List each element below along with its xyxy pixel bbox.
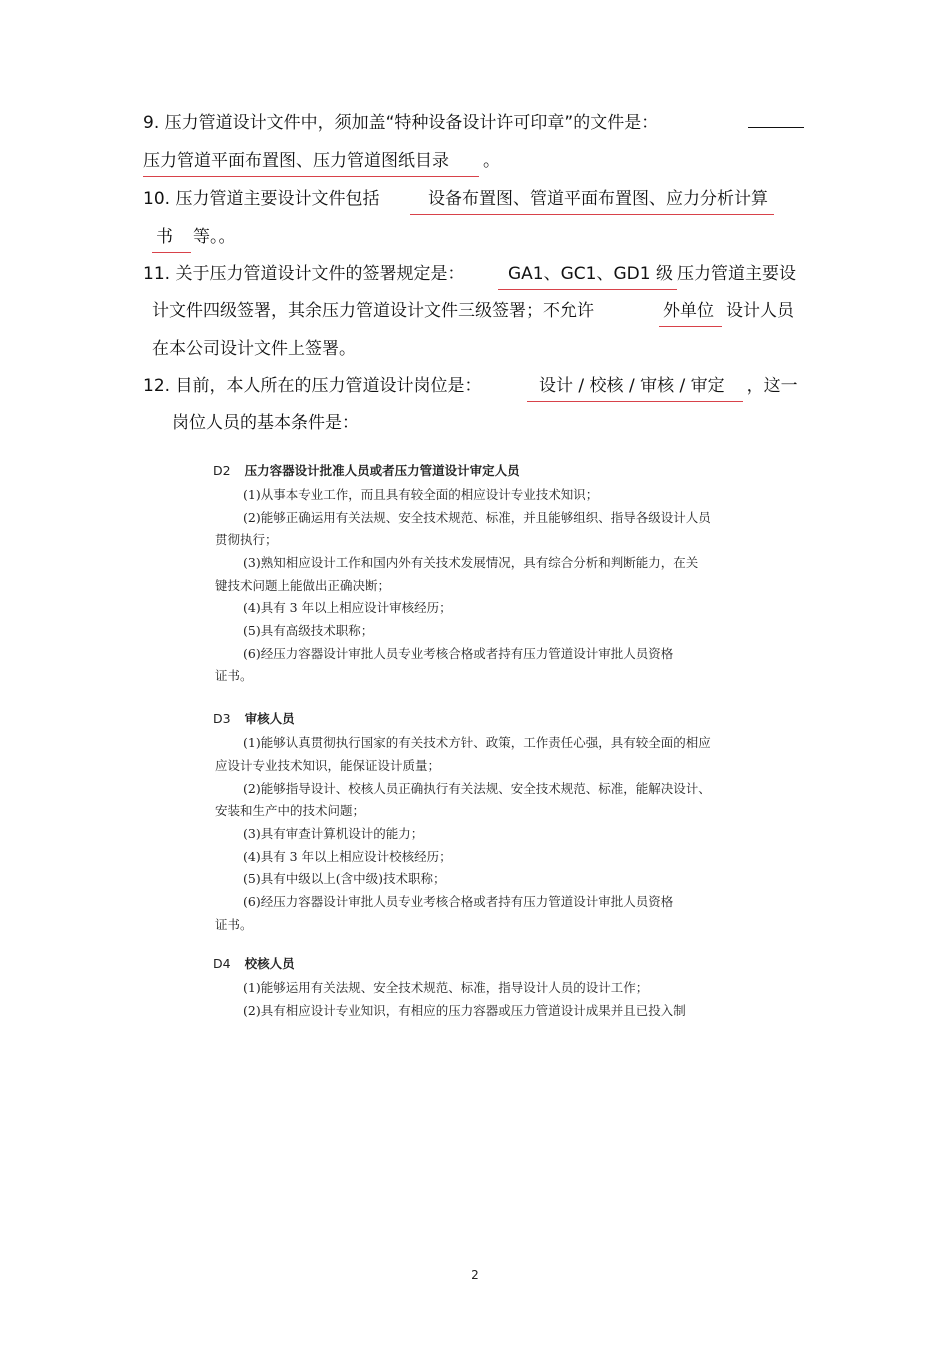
section-d4-line: (1)能够运用有关法规、安全技术规范、标准，指导设计人员的设计工作；: [243, 980, 649, 995]
section-d2-code: D2: [213, 463, 231, 478]
page-number: 2: [471, 1268, 479, 1282]
section-d3-title: D3 审核人员: [213, 711, 295, 726]
question-12-text: 12. 目前，本人所在的压力管道设计岗位是：: [143, 376, 482, 396]
question-10-answer-part2: 书: [152, 225, 191, 251]
section-d4-line: (2)具有相应设计专业知识，有相应的压力容器或压力管道设计成果并且已投入制: [243, 1003, 686, 1018]
section-d2-line: 键技术问题上能做出正确决断；: [215, 578, 391, 593]
question-11-answer-1: GA1、GC1、GD1 级: [498, 262, 677, 288]
question-11-answer-2: 外单位: [659, 299, 722, 325]
question-11-line2: 计文件四级签署，其余压力管道设计文件三级签署；不允许: [152, 301, 594, 321]
question-12-line2: 岗位人员的基本条件是：: [172, 413, 359, 433]
section-d2-line: (1)从事本专业工作，而且具有较全面的相应设计专业技术知识；: [243, 487, 599, 502]
question-9-answer: 压力管道平面布置图、压力管道图纸目录: [143, 149, 479, 175]
section-d2-line: 证书。: [215, 668, 253, 683]
section-d4-code: D4: [213, 956, 231, 971]
section-d3-line: 安装和生产中的技术问题；: [215, 803, 366, 818]
section-d3-code: D3: [213, 711, 231, 726]
section-d2-line: (2)能够正确运用有关法规、安全技术规范、标准，并且能够组织、指导各级设计人员: [243, 510, 711, 525]
section-d2-title: D2 压力容器设计批准人员或者压力管道设计审定人员: [213, 463, 520, 478]
scanned-excerpt: [205, 455, 730, 1025]
question-10-text: 10. 压力管道主要设计文件包括: [143, 189, 380, 209]
section-d3-line: (3)具有审查计算机设计的能力；: [243, 826, 424, 841]
section-d4-title: D4 校核人员: [213, 956, 295, 971]
section-d3-line: (6)经压力容器设计审批人员专业考核合格或者持有压力管道设计审批人员资格: [243, 894, 674, 909]
question-9-end: 。: [483, 151, 500, 171]
section-d2-line: 贯彻执行；: [215, 532, 278, 547]
question-10-answer-part1: 设备布置图、管道平面布置图、应力分析计算: [410, 187, 774, 213]
section-d3-line: (4)具有 3 年以上相应设计校核经历；: [243, 849, 452, 864]
section-d3-line: (5)具有中级以上(含中级)技术职称；: [243, 871, 446, 886]
question-11-line2-end: 设计人员: [726, 301, 794, 321]
section-d2-line: (5)具有高级技术职称；: [243, 623, 374, 638]
section-d2-line: (3)熟知相应设计工作和国内外有关技术发展情况，具有综合分析和判断能力，在关: [243, 555, 699, 570]
section-d3-line: (2)能够指导设计、校核人员正确执行有关法规、安全技术规范、标准，能解决设计、: [243, 781, 711, 796]
section-d3-line: (1)能够认真贯彻执行国家的有关技术方针、政策，工作责任心强，具有较全面的相应: [243, 735, 711, 750]
question-9-text: 9. 压力管道设计文件中，须加盖“特种设备设计许可印章”的文件是：: [143, 113, 659, 133]
section-d3-line: 应设计专业技术知识，能保证设计质量；: [215, 758, 441, 773]
section-d2-line: (4)具有 3 年以上相应设计审核经历；: [243, 600, 452, 615]
question-11-text-cont: 压力管道主要设: [676, 264, 796, 284]
question-12-answer: 设计 / 校核 / 审核 / 审定: [527, 374, 743, 400]
section-d3-line: 证书。: [215, 917, 253, 932]
question-11-text: 11. 关于压力管道设计文件的签署规定是：: [143, 264, 465, 284]
question-10-end: 等。。: [193, 227, 236, 247]
question-12-text-cont: ，这一: [746, 376, 798, 396]
question-11-line3: 在本公司设计文件上签署。: [152, 339, 356, 359]
blank-line: [748, 111, 804, 128]
section-d2-line: (6)经压力容器设计审批人员专业考核合格或者持有压力管道设计审批人员资格: [243, 646, 674, 661]
